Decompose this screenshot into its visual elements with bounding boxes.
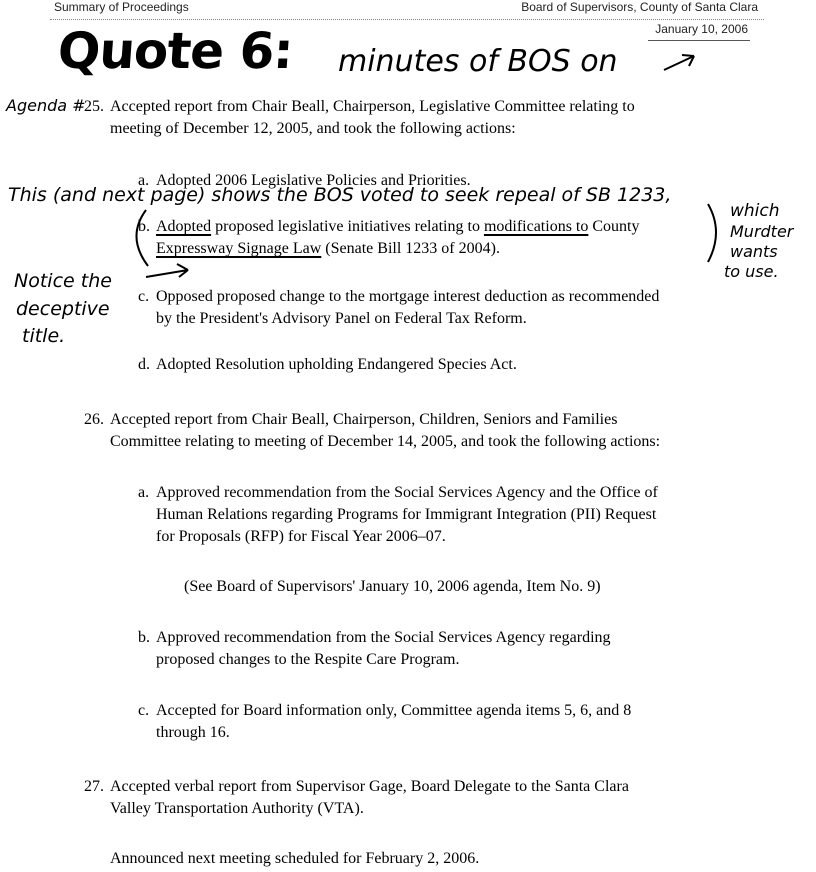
handwritten-note-touse: to use. [724,262,779,281]
item-26a-line-2: Human Relations regarding Programs for Immigrant Integration (PII) Request [156,506,657,523]
header-right: Board of Supervisors, County of Santa Clara [521,0,758,14]
item-26b-label: b. [138,629,150,646]
adopted-underlined: Adopted [156,218,212,235]
item-26b-line-1: Approved recommendation from the Social Services Agency regarding [156,629,611,646]
handwritten-subtitle: minutes of BOS on [338,44,618,79]
handwritten-note-wants: wants [730,242,778,261]
item-26-line-1: Accepted report from Chair Beall, Chairperson, Children, Seniors and Families [110,411,618,428]
handwritten-title: Quote 6: [55,22,295,80]
item-26b-line-2: proposed changes to the Respite Care Program. [156,651,460,668]
right-bracket-icon [708,204,716,262]
item-25b-county: County [588,218,640,235]
header-left: Summary of Proceedings [54,0,189,14]
arrow-to-title-icon [146,264,188,277]
item-25c-label: c. [138,288,150,305]
item-27-line-1: Accepted verbal report from Supervisor Gage, Board Delegate to the Santa Clara [110,778,629,795]
handwritten-note-deceptive: deceptive [16,298,110,320]
item-25-line-2: meeting of December 12, 2005, and took the following actions: [110,120,516,137]
agenda-prefix-note: Agenda # [6,96,86,115]
handwritten-note-this: This (and next page) shows the BOS voted to seek repeal of SB 1233, [8,184,672,206]
handwritten-note-murdter: Murdter [730,222,794,241]
item-26c-label: c. [138,702,150,719]
item-25a-text: Adopted 2006 Legislative Policies and Priorities. [156,172,471,189]
item-25b-line-1 [156,216,640,238]
modifications-underlined: modifications to [483,218,589,235]
item-25a-label: a. [138,172,150,189]
handwritten-note-title: title. [22,325,66,347]
item-26a-line-1: Approved recommendation from the Social Services Agency and the Office of [156,484,658,501]
item-25b-label: b. [138,218,150,235]
item-25-number: 25. [84,98,104,115]
announcement: Announced next meeting scheduled for February 2, 2006. [110,850,480,867]
item-25b-line-2 [156,238,500,260]
item-26a-label: a. [138,484,150,501]
item-25c-line-2: by the President's Advisory Panel on Federal Tax Reform. [156,310,527,327]
item-26a-line-3: for Proposals (RFP) for Fiscal Year 2006–07. [156,528,446,545]
item-26c-line-2: through 16. [156,724,230,741]
item-25d-text: Adopted Resolution upholding Endangered Species Act. [156,356,517,373]
expressway-signage-underlined: Expressway Signage Law [156,240,322,257]
item-25b-mid: proposed legislative initiatives relating to [211,218,484,235]
header-date: January 10, 2006 [655,22,748,36]
item-27-number: 27. [84,778,104,795]
item-26-see-note: (See Board of Supervisors' January 10, 2006 agenda, Item No. 9) [184,578,601,595]
handwritten-note-notice: Notice the [14,270,112,292]
item-27-line-2: Valley Transportation Authority (VTA). [110,800,364,817]
item-26c-line-1: Accepted for Board information only, Committee agenda items 5, 6, and 8 [156,702,632,719]
item-25d-label: d. [138,356,150,373]
item-26-line-2: Committee relating to meeting of December 14, 2005, and took the following actions: [110,433,661,450]
item-25b-line-2-rest: (Senate Bill 1233 of 2004). [321,240,500,257]
item-26-number: 26. [84,411,104,428]
item-25c-line-1: Opposed proposed change to the mortgage interest deduction as recommended [156,288,660,305]
arrow-to-date-icon [664,55,694,70]
item-25-line-1: Accepted report from Chair Beall, Chairperson, Legislative Committee relating to [110,98,635,115]
handwritten-note-which: which [730,201,780,221]
